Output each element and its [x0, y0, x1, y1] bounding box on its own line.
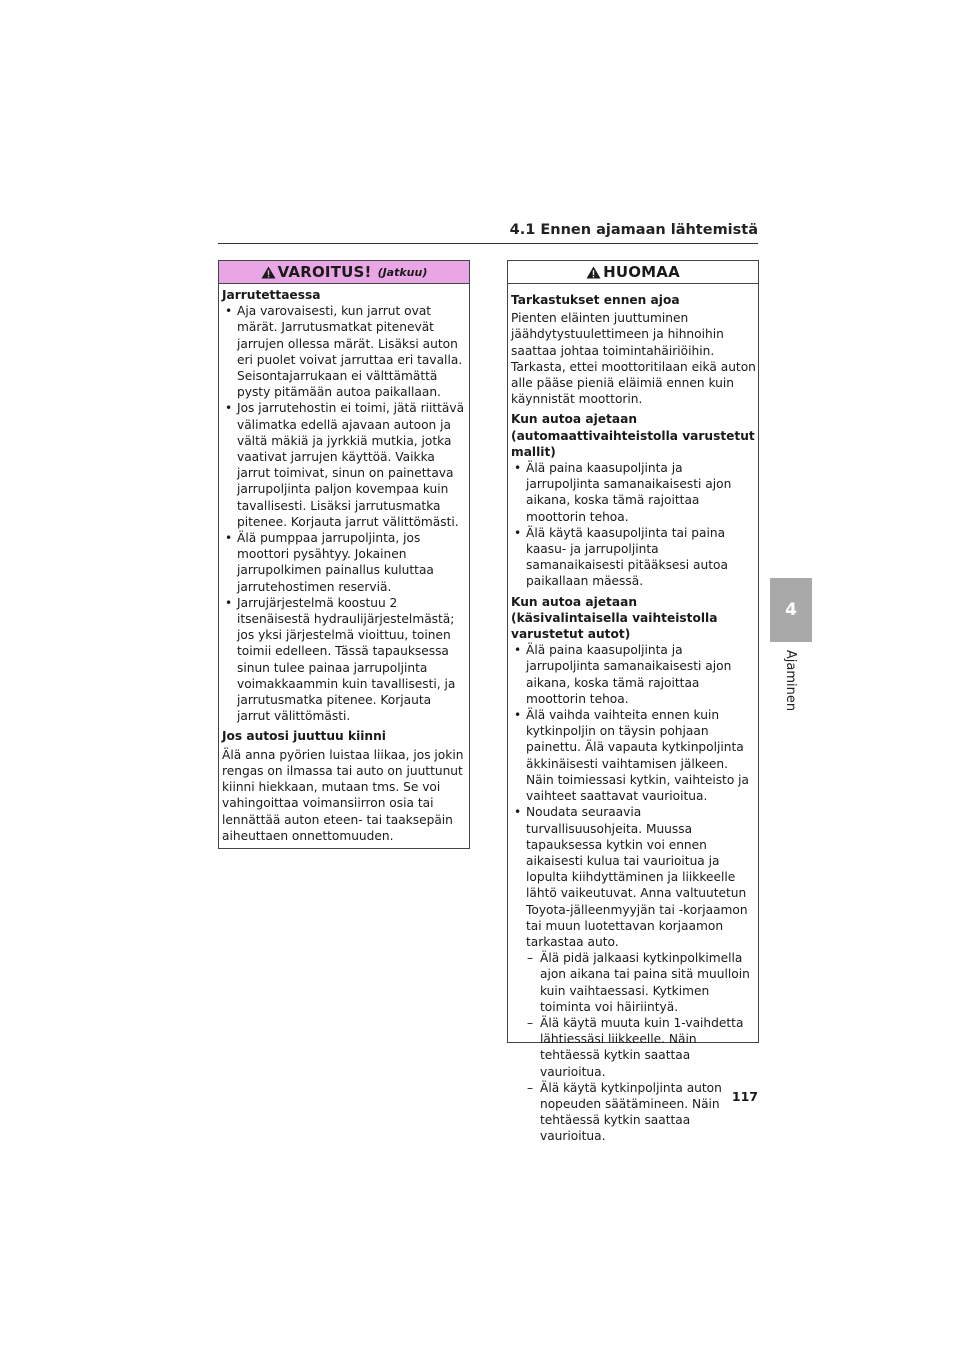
- automatic-list: [511, 460, 756, 590]
- list-item: • Älä käytä kaasupoljinta tai paina kaasu- ja jarrupoljinta samanaikaisesti pitääksesi autoa paikallaan mäessä.: [511, 525, 756, 590]
- warning-title: VAROITUS!: [277, 263, 372, 281]
- page-number: 117: [731, 1089, 758, 1104]
- warning-triangle-icon: [261, 266, 276, 279]
- warning-box: [218, 260, 470, 849]
- braking-list: [222, 303, 467, 724]
- list-item-text: Noudata seuraavia turvallisuusohjeita. Muussa tapauksessa kytkin voi ennen aikaisesti kulua tai vaurioitua ja lopulta kiihdyttäminen ja liikkeelle lähtö vaikeutuvat. Anna valtuutetun Toyota-jälleenmyyjän tai -korjaamon tai muun luotettavan korjaamon tarkastaa auto.: [526, 805, 748, 949]
- list-item: • Älä vaihda vaihteita ennen kuin kytkinpoljin on täysin pohjaan painettu. Älä vapauta kytkinpoljinta äkkinäisesti vaihtamisen jälkeen. Näin toimiessasi kytkin, vaihteisto ja vaihteet saattavat vaurioitua.: [511, 707, 756, 804]
- header-rule: [218, 243, 758, 244]
- braking-heading: Jarrutettaessa: [222, 288, 321, 302]
- warning-content: [219, 284, 469, 844]
- stuck-text: Älä anna pyörien luistaa liikaa, jos jokin rengas on ilmassa tai auto on juuttunut kiinni hiekkaan, mutaan tms. Se voi vahingoittaa voimansiirron osia tai lennättää auton eteen- tai taaksepäin aiheuttaen onnettomuuden.: [222, 747, 464, 843]
- list-item: • Jos jarrutehostin ei toimi, jätä riittävä välimatka edellä ajavaan autoon ja vältä mäkiä ja jyrkkiä mutkia, jotka vaativat jarrujen käyttöä. Vaikka jarrut toimivat, sinun on painettava jarrupoljinta paljon kovempaa kuin tavallisesti. Lisäksi jarrutusmatka pitenee. Korjauta jarrut välittömästi.: [222, 400, 467, 530]
- sublist-item: – Älä käytä kytkinpoljinta auton nopeuden säätämineen. Näin tehtäessä kytkin saattaa vaurioitua.: [527, 1080, 756, 1145]
- manual-sublist: [526, 950, 756, 1144]
- list-item: • Jarrujärjestelmä koostuu 2 itsenäisestä hydraulijärjestelmästä; jos yksi järjestelmä vioittuu, toinen toimii edelleen. Tässä tapauksessa sinun tulee painaa jarrupoljinta voimakkaammin kuin tavallisesti, ja jarrutusmatka pitenee. Korjauta jarrut välittömästi.: [222, 595, 467, 725]
- list-item: • Älä paina kaasupoljinta ja jarrupoljinta samanaikaisesti ajon aikana, koska tämä rajoittaa moottorin tehoa.: [511, 460, 756, 525]
- warning-box-header: [219, 261, 469, 284]
- automatic-heading: Kun autoa ajetaan (automaattivaihteistolla varustetut mallit): [511, 412, 755, 459]
- notice-title: HUOMAA: [603, 263, 680, 281]
- sublist-item: – Älä käytä muuta kuin 1-vaihdetta lähtiessäsi liikkeelle. Näin tehtäessä kytkin saattaa vaurioitua.: [527, 1015, 756, 1080]
- checks-text: Pienten eläinten juuttuminen jäähdytystuulettimeen ja hihnoihin saattaa johtaa toimintahäiriöihin. Tarkasta, ettei moottoritilaan eikä auton alle pääse pieniä eläimiä ennen kuin käynnistät moottorin.: [511, 311, 756, 407]
- warning-subtitle: (Jatkuu): [377, 265, 428, 279]
- list-item: • Älä pumppaa jarrupoljinta, jos moottori pysähtyy. Jokainen jarrupolkimen painallus kuluttaa jarrutehostimen reserviä.: [222, 530, 467, 595]
- chapter-label-text: Ajaminen: [783, 649, 799, 711]
- manual-list: [511, 642, 756, 1144]
- warning-triangle-icon: [586, 266, 601, 279]
- manual-heading: Kun autoa ajetaan (käsivalintaisella vaihteistolla varustetut autot): [511, 594, 718, 642]
- chapter-tab[interactable]: 4: [770, 578, 812, 642]
- list-item: • Älä paina kaasupoljinta ja jarrupoljinta samanaikaisesti ajon aikana, koska tämä rajoittaa moottorin tehoa.: [511, 642, 756, 707]
- checks-heading: Tarkastukset ennen ajoa: [511, 293, 680, 307]
- list-item: • Aja varovaisesti, kun jarrut ovat märät. Jarrutusmatkat pitenevät jarrujen ollessa märät. Lisäksi auton eri puolet voivat jarruttaa eri tavalla. Seisontajarrukaan ei välttämättä pysty pitämään autoa paikallaan.: [222, 303, 467, 400]
- notice-box-header: [508, 261, 758, 284]
- stuck-heading: Jos autosi juuttuu kiinni: [222, 729, 386, 744]
- sublist-item: – Älä pidä jalkaasi kytkinpolkimella ajon aikana tai paina sitä muulloin kuin vaihtaessasi. Kytkimen toiminta voi häiriintyä.: [527, 950, 756, 1015]
- notice-content: [508, 284, 758, 1145]
- chapter-label: [770, 645, 812, 715]
- section-header: 4.1 Ennen ajamaan lähtemistä: [509, 222, 758, 238]
